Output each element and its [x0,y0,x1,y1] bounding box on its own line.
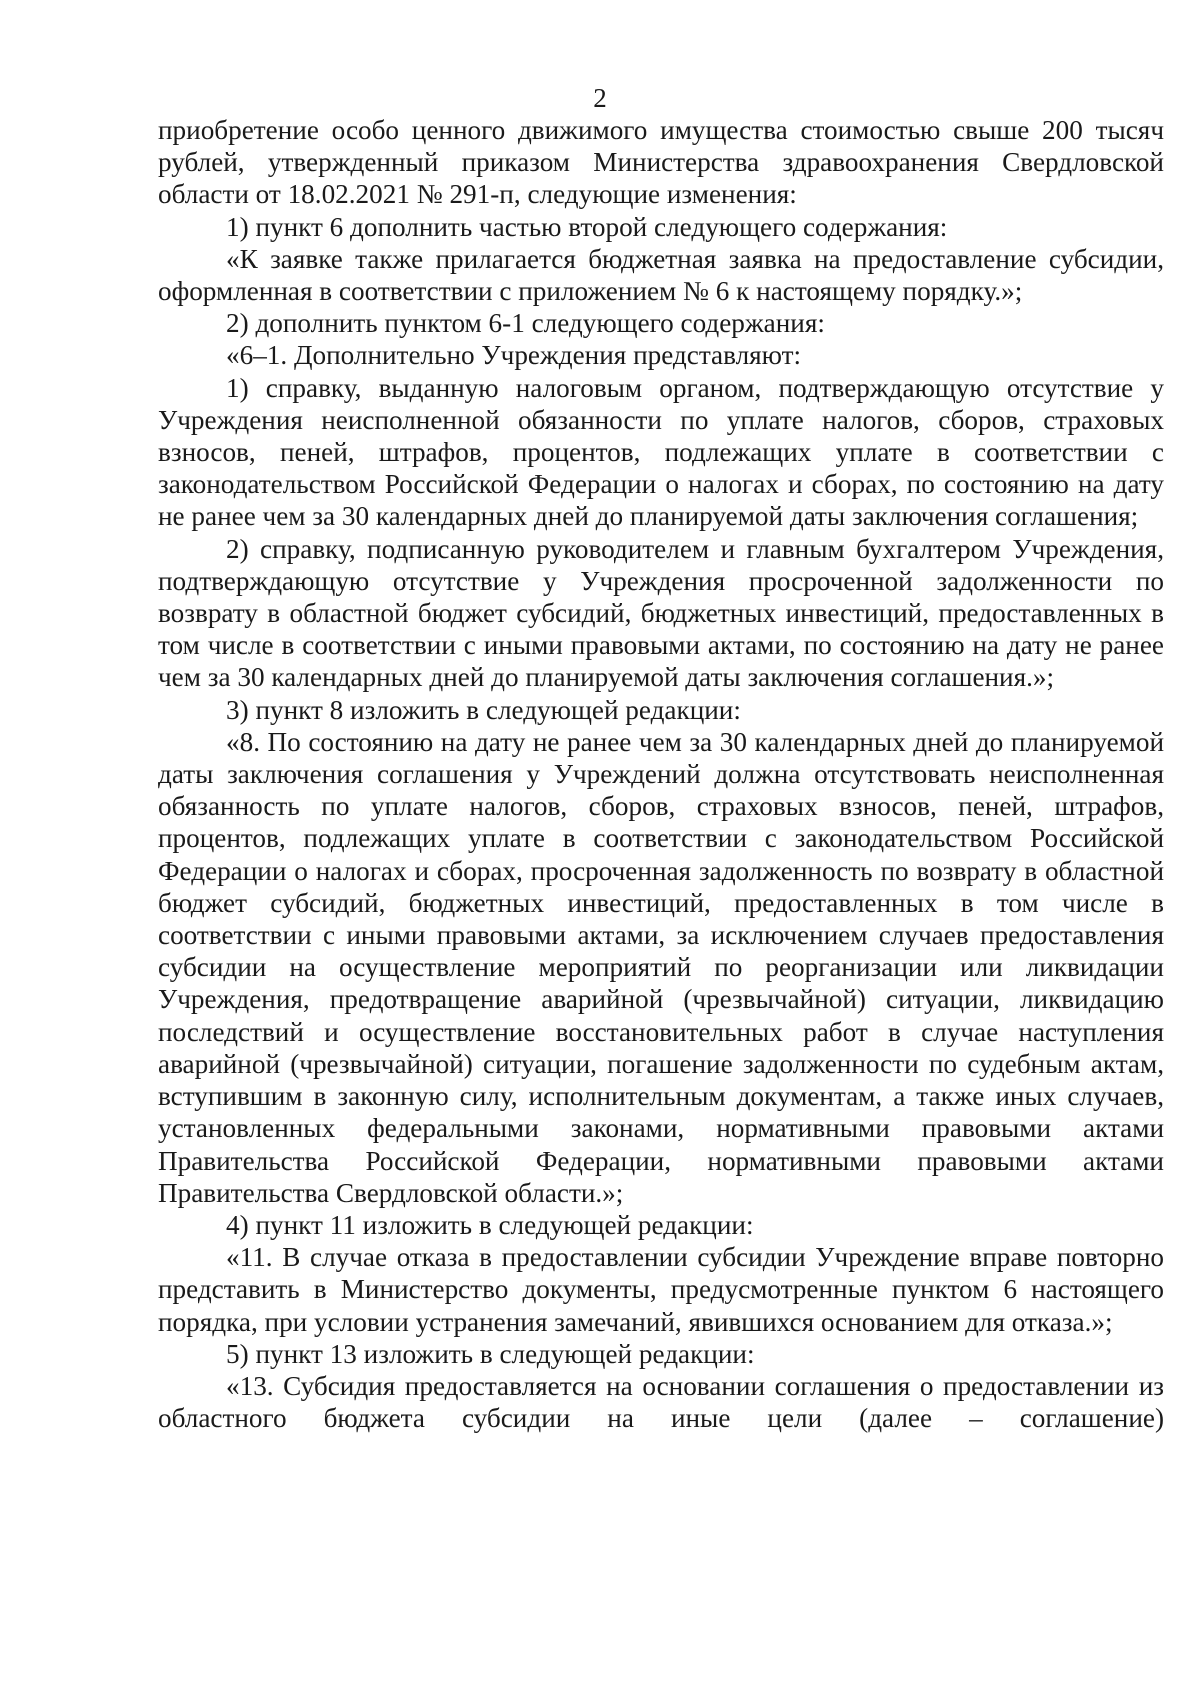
paragraph-clause-6-1: «6–1. Дополнительно Учреждения представляют: [226,340,802,371]
paragraph-clause-8: «8. По состоянию на дату не ранее чем за 30 календарных дней до планируемой даты заключения соглашения у Учреждений должна отсутствовать неисполненная обязанность по уплате налогов, сборов, страховых взносов, пеней, штрафов, процентов, подлежащих уплате в соответствии с законодательством Российской Федерации о налогах и сборах, просроченная задолженность по возврату в областной бюджет субсидий, бюджетных инвестиций, предоставленных в том числе в соответствии с иными правовыми актами, за исключением случаев предоставления субсидии на осуществление мероприятий по реорганизации или ликвидации Учреждения, предотвращение аварийной (чрезвычайной) ситуации, ликвидацию последствий и осуществление восстановительных работ в случае наступления аварийной (чрезвычайной) ситуации, погашение задолженности по судебным актам, вступившим в законную силу, исполнительным документам, а также иных случаев, установленных федеральными законами, нормативными правовыми актами Правительства Российской Федерации, нормативными правовыми актами Правительства Свердловской области.»; [158,726,1164,1208]
document-body [158,114,1164,1434]
paragraph-item-2: 2) дополнить пунктом 6-1 следующего содержания: [226,308,825,339]
paragraph-quote-application: «К заявке также прилагается бюджетная заявка на предоставление субсидии, оформленная в соответствии с приложением № 6 к настоящему порядку.»; [158,243,1164,307]
paragraph-debt-certificate: 2) справку, подписанную руководителем и главным бухгалтером Учреждения, подтверждающую отсутствие у Учреждения просроченной задолженности по возврату в областной бюджет субсидий, бюджетных инвестиций, предоставленных в том числе в соответствии с иными правовыми актами, по состоянию на дату не ранее чем за 30 календарных дней до планируемой даты заключения соглашения.»; [158,533,1164,693]
paragraph-item-3: 3) пункт 8 изложить в следующей редакции: [226,694,741,725]
paragraph-item-5: 5) пункт 13 изложить в следующей редакции: [226,1338,755,1369]
paragraph-item-4: 4) пункт 11 изложить в следующей редакции: [226,1209,754,1240]
paragraph-item-1: 1) пункт 6 дополнить частью второй следующего содержания: [226,211,948,242]
page-number: 2 [593,83,607,113]
paragraph-continuation: приобретение особо ценного движимого имущества стоимостью свыше 200 тысяч рублей, утвержденный приказом Министерства здравоохранения Свердловской области от 18.02.2021 № 291-п, следующие изменения: [158,115,1164,210]
paragraph-tax-certificate: 1) справку, выданную налоговым органом, подтверждающую отсутствие у Учреждения неисполненной обязанности по уплате налогов, сборов, страховых взносов, пеней, штрафов, процентов, подлежащих уплате в соответствии с законодательством Российской Федерации о налогах и сборах, по состоянию на дату не ранее чем за 30 календарных дней до планируемой даты заключения соглашения; [158,372,1164,532]
paragraph-clause-11: «11. В случае отказа в предоставлении субсидии Учреждение вправе повторно представить в Министерство документы, предусмотренные пунктом 6 настоящего порядка, при условии устранения замечаний, явившихся основанием для отказа.»; [158,1242,1164,1337]
paragraph-clause-13: «13. Субсидия предоставляется на основании соглашения о предоставлении из областного бюджета субсидии на иные цели (далее – соглашение) [158,1370,1164,1434]
